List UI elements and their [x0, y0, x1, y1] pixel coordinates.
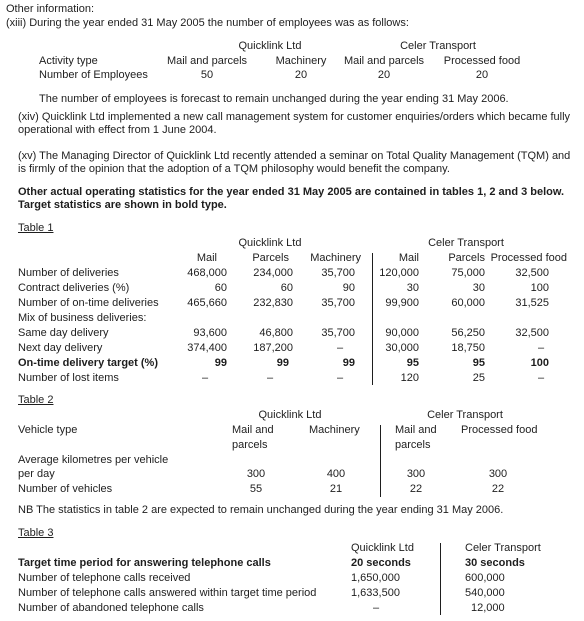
table2-divider: [380, 425, 381, 497]
table1-cell: 32,500: [515, 327, 549, 339]
table1-column-header: Mail: [398, 252, 419, 264]
table2-cell: 300: [488, 468, 508, 480]
employees-activity: Machinery: [275, 55, 327, 67]
table3-row-label: Number of telephone calls received: [18, 572, 191, 584]
table1-target-cell: 99: [214, 357, 227, 369]
table3-cell: 1,633,500: [351, 587, 400, 599]
table2-cell: 21: [329, 483, 343, 495]
table1-cell: 25: [472, 372, 485, 384]
table1-target-cell: 95: [406, 357, 419, 369]
note-xiii: (xiii) During the year ended 31 May 2005 the number of employees was as follows:: [6, 17, 409, 29]
employees-activity: Mail and parcels: [343, 55, 425, 67]
table1-cell: 468,000: [187, 267, 227, 279]
note-xv: (xv) The Managing Director of Quicklink Ltd recently attended a seminar on Total Quality Management (TQM) and is firmly of the opinion that the adoption of a TQM philosophy would benefit the company.: [18, 150, 571, 175]
table1-cell: –: [266, 372, 274, 384]
table1-target-cell: 99: [342, 357, 355, 369]
table2-cell: 55: [249, 483, 263, 495]
table1-cell: –: [336, 372, 344, 384]
table3-quicklink-header: Quicklink Ltd: [351, 542, 414, 554]
table1-cell: 90: [342, 282, 355, 294]
table1-cell: 35,700: [321, 267, 355, 279]
table3-celer-header: Celer Transport: [465, 542, 541, 554]
activity-type-label: Activity type: [39, 55, 98, 67]
table3-row-label: Number of abandoned telephone calls: [18, 602, 204, 614]
table1-title: Table 1: [18, 222, 54, 234]
table1-column-header: Parcels: [448, 252, 485, 264]
table1-cell: 35,700: [321, 327, 355, 339]
table2-cell: 300: [246, 468, 266, 480]
employees-quicklink-header: Quicklink Ltd: [238, 40, 302, 52]
table1-cell: 75,000: [451, 267, 485, 279]
table1-cell: 465,660: [187, 297, 227, 309]
table1-column-header: Machinery: [310, 252, 361, 264]
table1-column-header: Processed food: [490, 252, 567, 264]
table1-cell: 374,400: [187, 342, 227, 354]
other-statistics-text: Other actual operating statistics for the year ended 31 May 2005 are contained in tables 1, 2 and 3 below. Target statistics are shown in bold type.: [18, 186, 565, 211]
table1-cell: 46,800: [259, 327, 293, 339]
table2-column-header: parcels: [395, 439, 431, 451]
table1-cell: –: [537, 372, 545, 384]
employees-activity: Mail and parcels: [166, 55, 248, 67]
table1-cell: 100: [530, 282, 549, 294]
table1-cell: 187,200: [253, 342, 293, 354]
table3-row-label: Target time period for answering telephone calls: [18, 557, 271, 569]
employees-celer-header: Celer Transport: [400, 40, 476, 52]
table1-cell: 30: [406, 282, 419, 294]
table1-cell: 93,600: [193, 327, 227, 339]
table1-cell: –: [336, 342, 344, 354]
table2-column-header: Mail and: [232, 424, 274, 436]
table1-cell: 31,525: [515, 297, 549, 309]
vehicle-type-label: Vehicle type: [18, 424, 78, 436]
table1-cell: 18,750: [451, 342, 485, 354]
table2-cell: 22: [491, 483, 505, 495]
table1-row-label: Contract deliveries (%): [18, 282, 130, 294]
table1-cell: 32,500: [515, 267, 549, 279]
table1-column-header: Parcels: [252, 252, 289, 264]
table3-cell: 1,650,000: [351, 572, 400, 584]
table2-title: Table 2: [18, 394, 54, 406]
table1-row-label: Same day delivery: [18, 327, 109, 339]
table2-column-header: Mail and: [395, 424, 437, 436]
table3-target-cell: 20 seconds: [351, 557, 411, 569]
table1-cell: 30: [472, 282, 485, 294]
employees-count: 20: [377, 69, 391, 81]
table3-cell: –: [372, 602, 380, 614]
table2-column-header: parcels: [232, 439, 268, 451]
table1-cell: 35,700: [321, 297, 355, 309]
table1-row-label: Number of lost items: [18, 372, 119, 384]
table1-cell: 60,000: [451, 297, 485, 309]
table1-cell: 232,830: [253, 297, 293, 309]
table1-cell: 60: [214, 282, 227, 294]
table1-celer-header: Celer Transport: [428, 237, 504, 249]
table1-cell: 30,000: [385, 342, 419, 354]
table2-cell: 300: [406, 468, 426, 480]
table1-row-label: On-time delivery target (%): [18, 357, 158, 369]
table3-row-label: Number of telephone calls answered within target time period: [18, 587, 317, 599]
table2-cell: 22: [409, 483, 423, 495]
table1-cell: –: [537, 342, 545, 354]
table1-row-label: Number of deliveries: [18, 267, 119, 279]
table2-row-label: Number of vehicles: [18, 483, 113, 495]
table1-cell: 234,000: [253, 267, 293, 279]
employees-count: 20: [475, 69, 489, 81]
table1-row-label: Number of on-time deliveries: [18, 297, 159, 309]
employees-forecast: The number of employees is forecast to remain unchanged during the year ending 31 May 2006.: [39, 93, 509, 105]
table1-target-cell: 100: [530, 357, 549, 369]
table1-cell: 120,000: [379, 267, 419, 279]
table3-cell: 540,000: [465, 587, 505, 599]
table2-note: NB The statistics in table 2 are expected to remain unchanged during the year ending 31 May 2006.: [18, 504, 504, 516]
table1-column-header: Mail: [196, 252, 217, 264]
table1-cell: 60: [280, 282, 293, 294]
table1-cell: 56,250: [451, 327, 485, 339]
other-information-heading: Other information:: [6, 3, 95, 15]
table1-quicklink-header: Quicklink Ltd: [238, 237, 302, 249]
table1-row-label: Mix of business deliveries:: [18, 312, 147, 324]
table1-row-label: Next day delivery: [18, 342, 103, 354]
table2-celer-header: Celer Transport: [427, 409, 503, 421]
table1-cell: 120: [400, 372, 419, 384]
table1-target-cell: 95: [472, 357, 485, 369]
table2-column-header: Processed food: [461, 424, 538, 436]
table3-cell: 600,000: [465, 572, 505, 584]
table2-quicklink-header: Quicklink Ltd: [258, 409, 322, 421]
table2-column-header: Machinery: [309, 424, 360, 436]
table1-target-cell: 99: [276, 357, 289, 369]
table2-cell: 400: [326, 468, 346, 480]
employees-activity: Processed food: [443, 55, 521, 67]
table3-cell: 12,000: [471, 602, 505, 614]
table3-target-cell: 30 seconds: [465, 557, 525, 569]
table3-divider: [440, 543, 441, 615]
number-of-employees-label: Number of Employees: [39, 69, 148, 81]
employees-count: 50: [200, 69, 214, 81]
table1-cell: –: [201, 372, 209, 384]
table3-title: Table 3: [18, 527, 54, 539]
table2-row-label: per day: [18, 468, 55, 480]
note-xiv: (xiv) Quicklink Ltd implemented a new call management system for customer enquiries/orders which became fully operational with effect from 1 June 2004.: [18, 111, 571, 136]
table1-cell: 99,900: [385, 297, 419, 309]
employees-count: 20: [294, 69, 308, 81]
table2-row-label: Average kilometres per vehicle: [18, 454, 169, 466]
table1-cell: 90,000: [385, 327, 419, 339]
